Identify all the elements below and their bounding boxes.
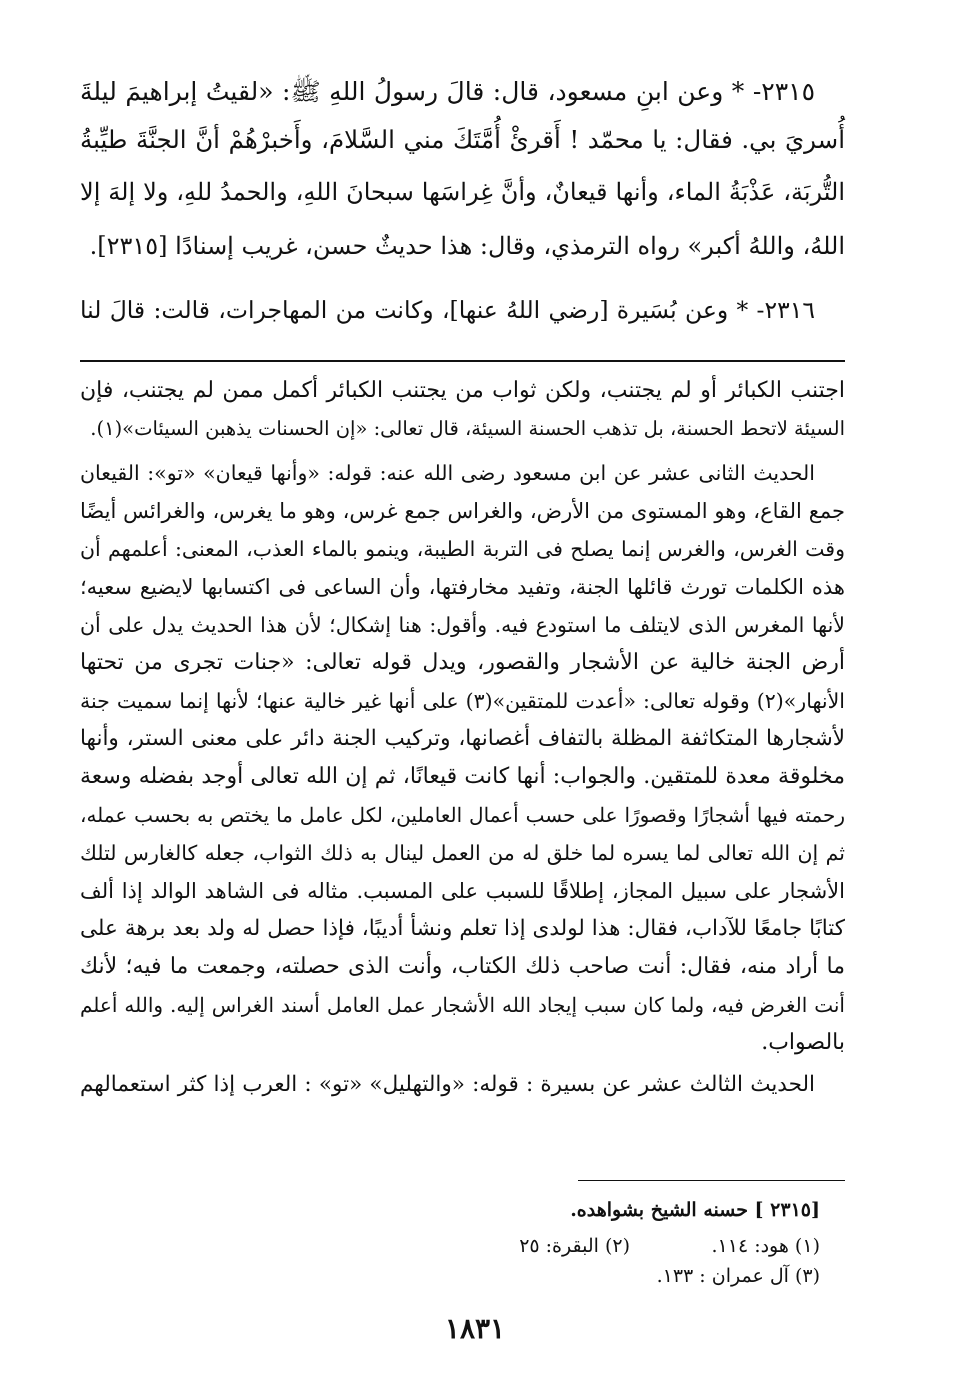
main-text-line-5: ٢٣١٦- * وعن بُسَيرة [رضي اللهُ عنها]، وكانت من المهاجرات، قالت: قالَ لنا (80, 296, 815, 324)
commentary-line-11: مخلوقة معدة للمتقين. والجواب: أنها كانت قيعانًا، ثم إن الله تعالى أوجد بفضله وسعة (80, 764, 845, 789)
page-number: ١٨٣١ (444, 1312, 506, 1345)
commentary-line-5: وقت الغرس، والغرس إنما يصلح فى التربة الطيبة، وينمو بالماء العذب، المعنى: أعلمهم أن (80, 537, 845, 561)
commentary-line-16: ما أراد منه، فقال: أنت صاحب ذلك الكتاب، وأنت الذى حصلته، وجمعت ما فيه؛ لأنك (80, 954, 845, 979)
commentary-line-10: لأشجارها المتكاثفة المظلة بالتفاف أغصانها، وتركيب الجنة دائر على معنى الستر، وأنها (80, 726, 845, 751)
commentary-line-17: أنت الغرض فيه، ولما كان سبب إيجاد الله الأشجار عمل العامل أسند الغراس إليه. والله أعلم (80, 993, 845, 1017)
main-text-line-2: أُسريَ بي. فقال: يا محمّد ! أَقرئْ أُمَّتَكَ مني السَّلامَ، وأَخبرْهُمْ أنَّ الجنَّةَ طيِّبةُ (80, 125, 845, 154)
footnote-ruling: [٢٣١٥ ] حسنه الشيخ بشواهده. (570, 1199, 820, 1221)
footnote-ref-1: (١) هود: ١١٤. (711, 1235, 820, 1257)
commentary-line-19: الحديث الثالث عشر عن بسيرة : قوله: «والتهليل» «تو» : العرب إذا كثر استعمالهم (80, 1072, 815, 1097)
main-text-line-1: ٢٣١٥- * وعن ابنِ مسعود، قال: قالَ رسولُ اللهِ ﷺ: «لقيتُ إبراهيمَ ليلةَ (80, 77, 815, 106)
commentary-line-6: هذه الكلمات تورث قائلها الجنة، وتفيد مخارفتها، وأن الساعى فى اكتسابها لايضيع سعيه؛ (80, 575, 845, 599)
commentary-line-12: رحمته فيها أشجارًا وقصورًا على حسب أعمال العاملين، لكل عامل ما يختص به بحسب عمله، (80, 803, 845, 827)
commentary-line-14: الأشجار على سبيل المجاز، إطلاقًا للسبب على المسبب. مثاله فى الشاهد الوالد إذا ألف (80, 879, 845, 903)
commentary-line-8: أرض الجنة خالية عن الأشجار والقصور، ويدل قوله تعالى: «جنات تجرى من تحتها (80, 650, 845, 675)
commentary-line-9: الأنهار»(٢) وقوله تعالى: «أعدت للمتقين»(٣) على أنها غير خالية عنها؛ لأنها إنما سميت جنة (80, 689, 845, 713)
commentary-line-4: جمع القاع، وهو المستوى من الأرض، والغراس جمع غرس، وهو ما يغرس، والغرائس أيضًا (80, 499, 845, 523)
footnote-divider (578, 1180, 845, 1181)
commentary-line-1: اجتنب الكبائر أو لم يجتنب، ولكن ثواب من يجتنب الكبائر أكمل ممن لم يجتنب، فإن (80, 378, 845, 403)
footnote-ref-2: (٢) البقرة: ٢٥ (519, 1235, 630, 1257)
footnote-ref-3: (٣) آل عمران : ١٣٣. (656, 1265, 820, 1287)
commentary-line-7: لأنها المغرس الذى لايتلف ما استودع فيه. وأقول: هنا إشكال؛ لأن هذا الحديث يدل على أن (80, 613, 845, 637)
commentary-line-2: السيئة لاتحط الحسنة، بل تذهب الحسنة السيئة، قال تعالى: «إن الحسنات يذهبن السيئات»(١). (90, 417, 845, 440)
main-text-line-3: التُّربَة، عَذْبَةُ الماء، وأنها قيعانٌ، وأنَّ غِراسَها سبحانَ اللهِ، والحمدُ للهِ، ولا إلهَ إلا (80, 178, 846, 206)
commentary-line-13: ثم إن الله تعالى لما يسره لما خلق له من العمل لينال به ذلك الثواب، جعله كالغارس لتلك (80, 841, 845, 865)
commentary-line-15: كتابًا جامعًا للآداب، فقال: هذا لولدى إذا تعلم ونشأ أديبًا، فإذا حصل له ولد بعد برهة على (80, 916, 845, 941)
main-text-line-4: اللهُ، واللهُ أكبر» رواه الترمذي، وقال: هذا حديثٌ حسن، غريب إسنادًا [٢٣١٥]. (89, 232, 845, 260)
commentary-line-18: بالصواب. (761, 1030, 845, 1055)
main-text-divider (80, 360, 845, 362)
commentary-line-3: الحديث الثانى عشر عن ابن مسعود رضى الله عنه: قوله: «وأنها قيعان» «تو»: القيعان (80, 461, 815, 485)
